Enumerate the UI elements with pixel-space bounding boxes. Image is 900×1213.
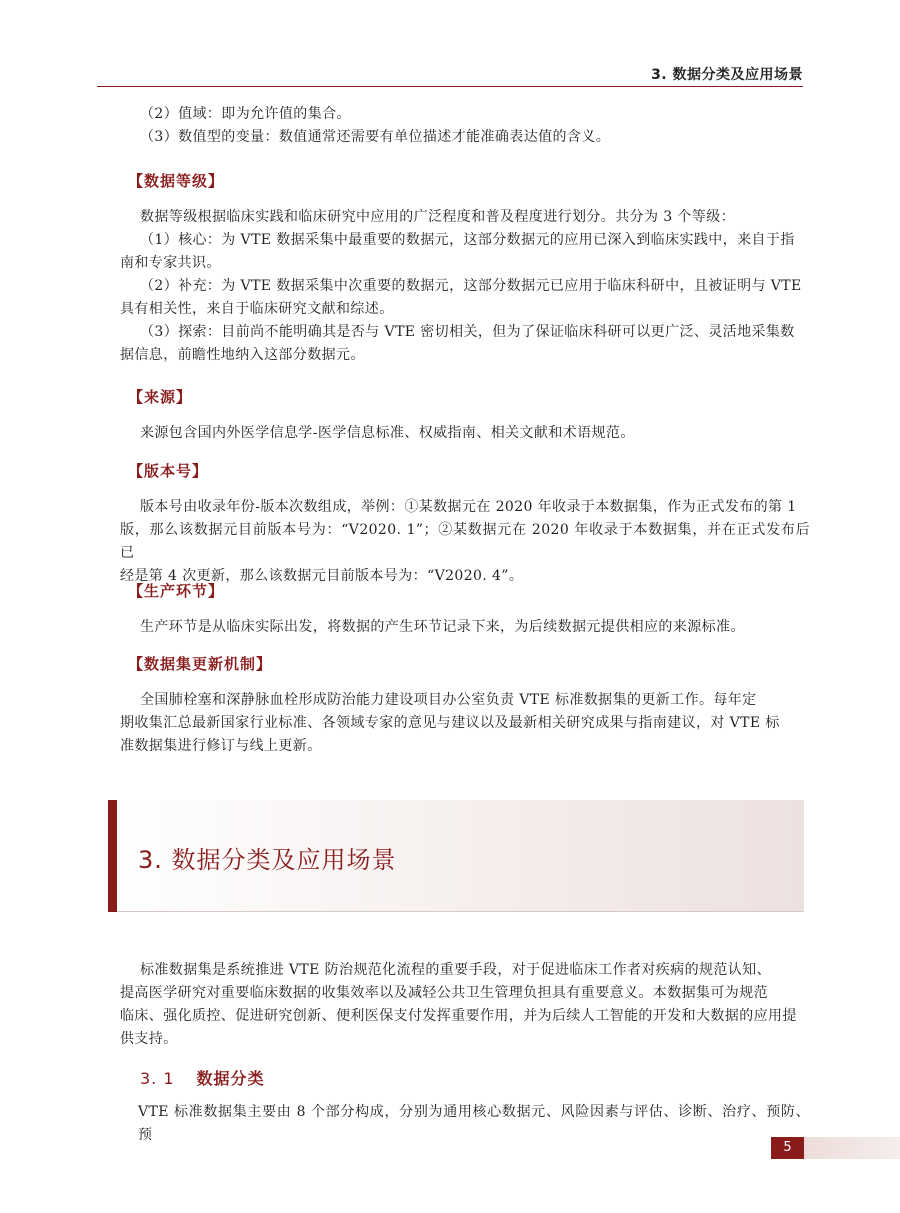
body-line: 版本号由收录年份-版本次数组成，举例：①某数据元在 2020 年收录于本数据集，作为正式发布的第 1 [140, 499, 797, 515]
body-line: 经是第 4 次更新，那么该数据元目前版本号为：“V2020. 4”。 [120, 568, 524, 584]
body-line: 提高医学研究对重要临床数据的收集效率以及减轻公共卫生管理负担具有重要意义。本数据集可为规范 [120, 985, 768, 1001]
body-line: 南和专家共识。 [120, 255, 221, 271]
page-number: 5 [771, 1137, 804, 1159]
body-line: 临床、强化质控、促进研究创新、便利医保支付发挥重要作用，并为后续人工智能的开发和大数据的应用提 [120, 1008, 797, 1024]
subsection-number: 3. 1 [140, 1069, 175, 1088]
body-line: 来源包含国内外医学信息学-医学信息标准、权威指南、相关文献和术语规范。 [140, 425, 635, 441]
header-rule [97, 86, 803, 87]
body-line: （2）值域：即为允许值的集合。 [140, 106, 351, 122]
body-line: （3）数值型的变量：数值通常还需要有单位描述才能准确表达值的含义。 [140, 129, 611, 145]
body-line: 准数据集进行修订与线上更新。 [120, 738, 322, 754]
section-body-update [120, 689, 810, 758]
subsection-body [140, 1101, 810, 1147]
section-heading-production: 【生产环节】 [128, 582, 225, 600]
body-line: （1）核心：为 VTE 数据采集中最重要的数据元，这部分数据元的应用已深入到临床实践中，来自于指 [140, 232, 795, 248]
page-number-strip [804, 1137, 900, 1159]
body-line: 供支持。 [120, 1031, 178, 1047]
running-header: 3. 数据分类及应用场景 [651, 67, 803, 83]
body-line: （2）补充：为 VTE 数据采集中次重要的数据元，这部分数据元已应用于临床科研中，且被证明与 VTE [140, 278, 802, 294]
section-heading-data-level: 【数据等级】 [128, 172, 225, 190]
body-line: （3）探索：目前尚不能明确其是否与 VTE 密切相关，但为了保证临床科研可以更广泛、灵活地采集数 [140, 324, 795, 340]
body-line: 生产环节是从临床实际出发，将数据的产生环节记录下来，为后续数据元提供相应的来源标准。 [140, 619, 745, 635]
chapter-accent-bar [108, 800, 117, 912]
chapter-title: 3. 数据分类及应用场景 [138, 846, 397, 874]
section-body-source [140, 422, 810, 445]
body-line: 具有相关性，来自于临床研究文献和综述。 [120, 301, 394, 317]
subsection-title: 数据分类 [196, 1069, 265, 1088]
body-line: 标准数据集是系统推进 VTE 防治规范化流程的重要手段，对于促进临床工作者对疾病的规范认知、 [140, 962, 771, 978]
body-line: 期收集汇总最新国家行业标准、各领域专家的意见与建议以及最新相关研究成果与指南建议，对 VTE 标 [120, 715, 780, 731]
subsection-heading [140, 1066, 265, 1089]
section-heading-source: 【来源】 [128, 388, 193, 406]
chapter-banner [108, 800, 804, 912]
chapter-intro [120, 959, 810, 1051]
section-body-version [120, 496, 810, 588]
body-line: 据信息，前瞻性地纳入这部分数据元。 [120, 347, 365, 363]
body-line: 全国肺栓塞和深静脉血栓形成防治能力建设项目办公室负责 VTE 标准数据集的更新工作。每年定 [140, 692, 757, 708]
section-body-production [140, 616, 810, 639]
body-line: 数据等级根据临床实践和临床研究中应用的广泛程度和普及程度进行划分。共分为 3 个等级： [140, 209, 736, 225]
section-heading-update: 【数据集更新机制】 [128, 655, 273, 673]
body-line: 版，那么该数据元目前版本号为：“V2020. 1”；②某数据元在 2020 年收录于本数据集，并在正式发布后已 [120, 522, 810, 561]
section-heading-version: 【版本号】 [128, 462, 209, 480]
section-body-data-level [120, 206, 810, 367]
body-line: VTE 标准数据集主要由 8 个部分构成，分别为通用核心数据元、风险因素与评估、诊断、治疗、预防、预 [138, 1104, 810, 1143]
intro-block [140, 103, 810, 149]
